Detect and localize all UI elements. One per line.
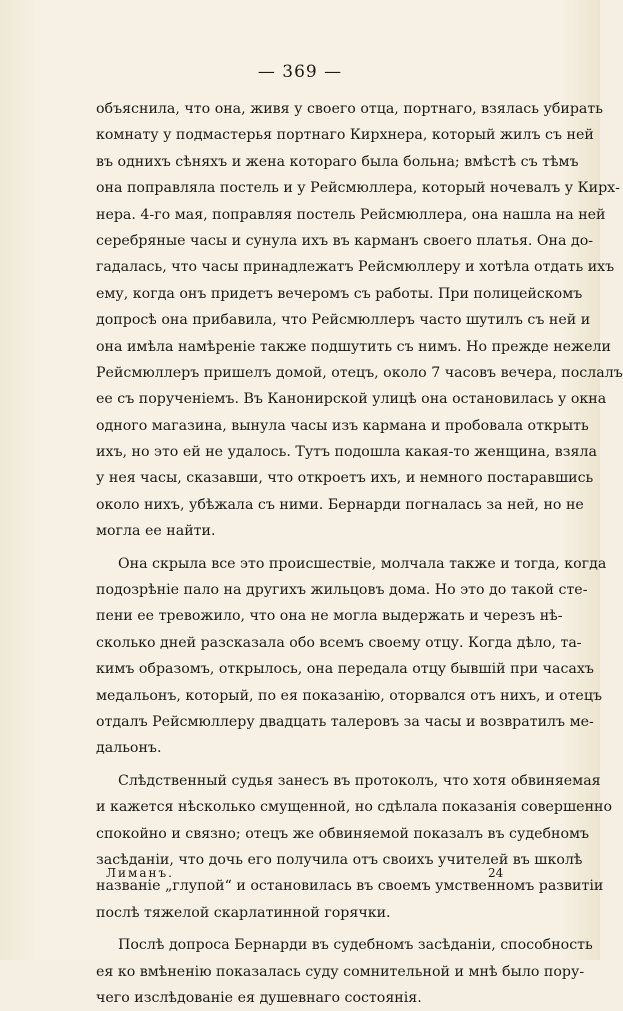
text-line: она поправляла постель и у Рейсмюллера, который ночевалъ у Кирх- bbox=[96, 180, 620, 197]
text-line: Рейсмюллеръ пришелъ домой, отецъ, около 7 часовъ вечера, послалъ bbox=[96, 364, 623, 381]
text-line: отдалъ Рейсмюллеру двадцать талеровъ за часы и возвратилъ ме- bbox=[96, 713, 594, 730]
text-line: спокойно и связно; отецъ же обвиняемой показалъ въ судебномъ bbox=[96, 825, 590, 842]
text-line: въ однихъ сѣняхъ и жена котораго была больна; вмѣстѣ съ тѣмъ bbox=[96, 153, 579, 170]
text-line: серебряные часы и сунула ихъ въ карманъ своего платья. Она до- bbox=[96, 232, 594, 249]
paragraph bbox=[96, 96, 623, 545]
text-line: нера. 4-го мая, поправляя постель Рейсмюллера, она нашла на ней bbox=[96, 206, 606, 223]
text-line: подозрѣніе пало на другихъ жильцовъ дома. Но это до такой сте- bbox=[96, 582, 588, 599]
text-line: чего изслѣдованіе ея душевнаго состоянія. bbox=[96, 989, 422, 1006]
text-line: ея ко вмѣненію показалась суду сомнительной и мнѣ было пору- bbox=[96, 963, 585, 980]
text-line: кимъ образомъ, открылось, она передала отцу бывшій при часахъ bbox=[96, 661, 594, 678]
text-line: сколько дней разсказала обо всемъ своему отцу. Когда дѣло, та- bbox=[96, 634, 582, 651]
text-line: допросѣ она прибавила, что Рейсмюллеръ часто шутилъ съ ней и bbox=[96, 312, 591, 329]
paragraph bbox=[96, 551, 607, 762]
text-line: засѣданіи, что дочь его получила отъ своихъ учителей въ школѣ bbox=[96, 851, 583, 868]
page-number: — 369 — bbox=[257, 62, 343, 82]
text-line: она имѣла намѣреніе также подшутить съ нимъ. Но прежде нежели bbox=[96, 338, 611, 355]
footer-signature: Лиманъ. bbox=[106, 866, 174, 880]
text-line: одного магазина, вынула часы изъ кармана и пробовала открыть bbox=[96, 417, 589, 434]
text-line: гадалась, что часы принадлежатъ Рейсмюллеру и хотѣла отдать ихъ bbox=[96, 259, 615, 276]
text-line: Она скрыла все это происшествіе, молчала также и тогда, когда bbox=[118, 555, 607, 572]
text-line: около нихъ, убѣжала съ ними. Бернарди погналась за ней, но не bbox=[96, 496, 584, 513]
text-line: послѣ тяжелой скарлатинной горячки. bbox=[96, 904, 391, 921]
text-line: Послѣ допроса Бернарди въ судебномъ засѣданіи, способность bbox=[118, 937, 593, 954]
text-line: ему, когда онъ придетъ вечеромъ съ работы. При полицейскомъ bbox=[96, 285, 583, 302]
paragraph bbox=[96, 932, 593, 1011]
text-line: медальонъ, который, по ея показанію, оторвался отъ нихъ, и отецъ bbox=[96, 687, 602, 704]
text-line: Слѣдственный судья занесъ въ протоколъ, что хотя обвиняемая bbox=[118, 772, 601, 789]
text-line: пени ее тревожило, что она не могла выдержать и черезъ нѣ- bbox=[96, 608, 563, 625]
text-line: могла ее найти. bbox=[96, 523, 216, 540]
text-line: комнату у подмастерья портнаго Кирхнера, который жилъ съ ней bbox=[96, 127, 594, 144]
text-line: названіе „глупой“ и остановилась въ своемъ умственномъ развитіи bbox=[96, 878, 604, 895]
paragraph bbox=[96, 768, 613, 926]
footer-sheet-number: 24 bbox=[488, 866, 504, 880]
text-line: дальонъ. bbox=[96, 740, 162, 757]
text-line: у нея часы, сказавши, что откроетъ ихъ, и немного постаравшись bbox=[96, 470, 594, 487]
text-line: ихъ, но это ей не удалось. Тутъ подошла какая-то женщина, взяла bbox=[96, 444, 597, 461]
text-line: объяснила, что она, живя у своего отца, портнаго, взялась убирать bbox=[96, 101, 603, 117]
text-line: ее съ порученіемъ. Въ Канонирской улицѣ она остановилась у окна bbox=[96, 391, 607, 408]
text-line: и кажется нѣсколько смущенной, но сдѣлала показанія совершенно bbox=[96, 799, 613, 816]
